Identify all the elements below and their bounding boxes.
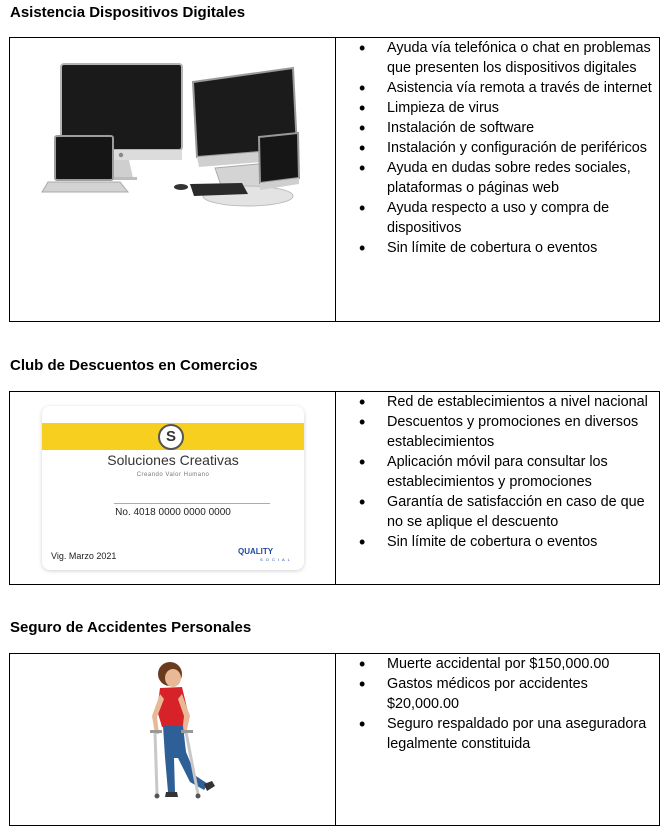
- issuer-subtitle: S O C I A L: [260, 557, 291, 562]
- woman-with-crutches-illustration: [10, 654, 335, 825]
- person-image-cell: [10, 654, 336, 825]
- list-item: • Asistencia vía remota a través de internet: [356, 78, 659, 98]
- card-validity: Vig. Marzo 2021: [51, 551, 117, 561]
- discount-card: [42, 406, 304, 570]
- list-item: • Ayuda respecto a uso y compra de dispositivos: [356, 198, 659, 238]
- seguro-list-cell: [336, 654, 659, 825]
- list-item: • Red de establecimientos a nivel nacional: [356, 392, 659, 412]
- list-item: • Ayuda en dudas sobre redes sociales, plataformas o páginas web: [356, 158, 659, 198]
- list-item: • Seguro respaldado por una aseguradora legalmente constituida: [356, 714, 659, 754]
- list-item: • Muerte accidental por $150,000.00: [356, 654, 659, 674]
- computer-devices-illustration: [10, 38, 335, 321]
- issuer-logo: QUALITY: [238, 547, 274, 556]
- section-box-seguro: [9, 653, 660, 826]
- card-image-cell: [10, 392, 336, 584]
- list-item: • Aplicación móvil para consultar los establecimientos y promociones: [356, 452, 659, 492]
- section-box-asistencia: [9, 37, 660, 322]
- section-title-seguro: Seguro de Accidentes Personales: [10, 619, 252, 636]
- devices-image: [10, 38, 336, 321]
- seguro-list: [356, 654, 659, 754]
- card-tagline: Creando Valor Humano: [136, 472, 210, 478]
- club-list-cell: [336, 392, 659, 584]
- list-item: • Instalación de software: [356, 118, 659, 138]
- list-item: • Ayuda vía telefónica o chat en problemas que presenten los dispositivos digitales: [356, 38, 659, 78]
- list-item: • Sin límite de cobertura o eventos: [356, 238, 659, 258]
- list-item: • Descuentos y promociones en diversos establecimientos: [356, 412, 659, 452]
- list-item: • Instalación y configuración de periféricos: [356, 138, 659, 158]
- club-list: [356, 392, 659, 552]
- list-item: • Limpieza de virus: [356, 98, 659, 118]
- card-logo-icon: S: [158, 424, 184, 450]
- list-item: • Sin límite de cobertura o eventos: [356, 532, 659, 552]
- card-brand: Soluciones Creativas: [107, 452, 239, 468]
- card-divider: [114, 503, 270, 504]
- list-item: • Gastos médicos por accidentes $20,000.00: [356, 674, 659, 714]
- asistencia-list: [356, 38, 659, 258]
- asistencia-list-cell: [336, 38, 659, 321]
- card-number: No. 4018 0000 0000 0000: [115, 507, 231, 518]
- section-title-asistencia: Asistencia Dispositivos Digitales: [10, 4, 246, 21]
- section-title-club: Club de Descuentos en Comercios: [10, 357, 258, 374]
- section-box-club: [9, 391, 660, 585]
- list-item: • Garantía de satisfacción en caso de que no se aplique el descuento: [356, 492, 659, 532]
